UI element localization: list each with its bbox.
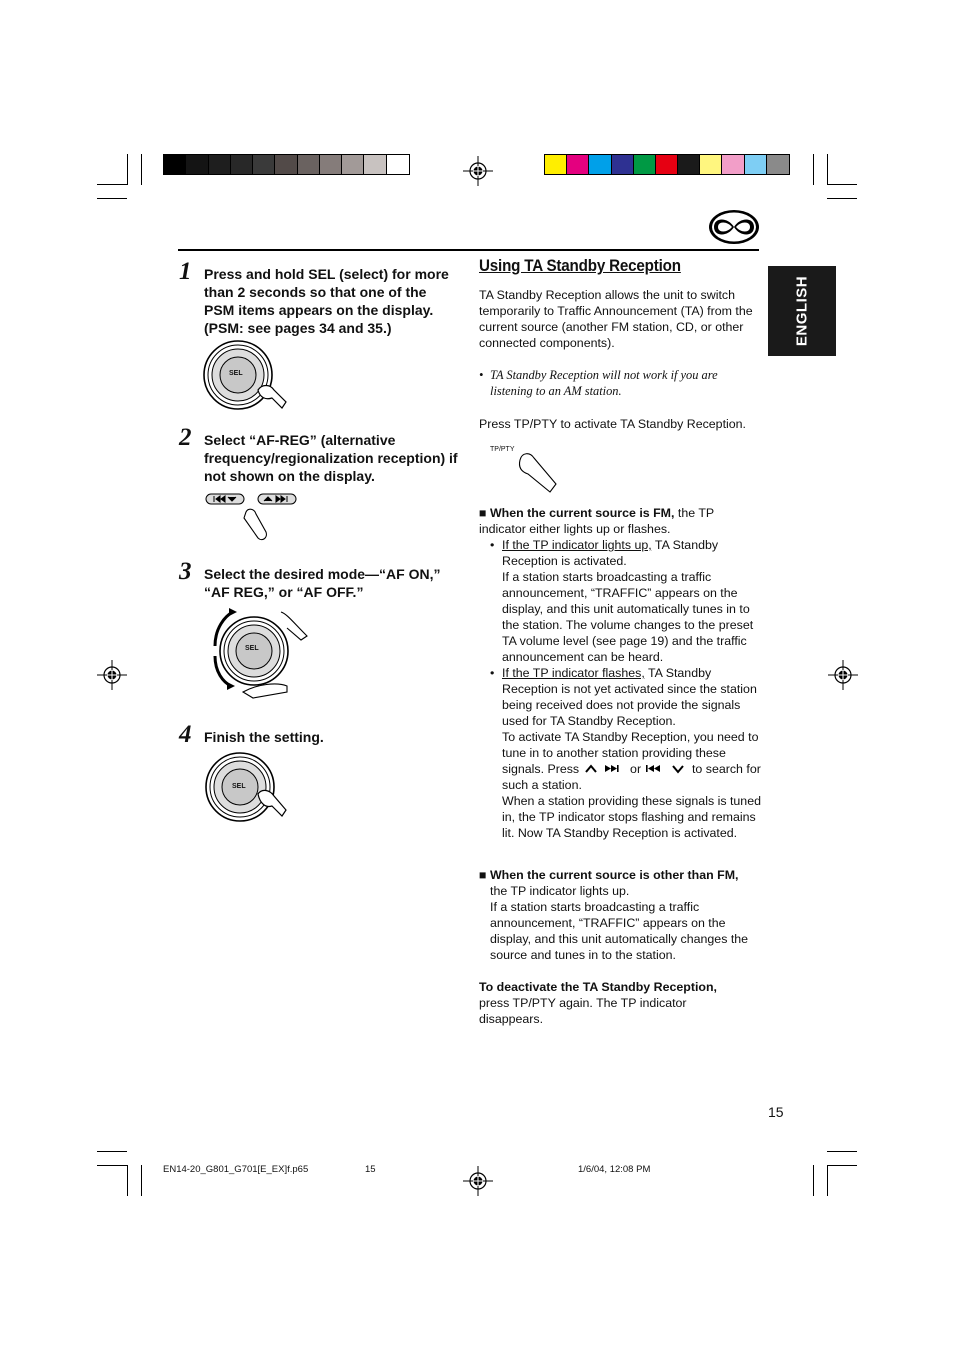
color-swatch	[700, 155, 722, 174]
flash-block: • If the TP indicator flashes, TA Standby Reception is not yet activated since the station being received does not provide the signals used for TA Standby Reception. To activate TA Standby Reception, you need to tune in to another station providing these signals. Press or to search for such a station. When a station providing these signals is tuned in, the TP indicator stops flashing and remains lit. Now TA Standby Reception is activated.	[490, 666, 761, 840]
other-rest: the TP indicator lights up.	[490, 884, 630, 898]
flash-rest: TA Standby Reception is not yet activated since the station being received does not provide the signals used for TA Standby Reception.	[502, 666, 757, 728]
step-1-text: Press and hold SEL (select) for more than 2 seconds so that one of the PSM items appears on the display. (PSM: see pages 34 and 35.)	[204, 266, 449, 336]
step-2-text: Select “AF-REG” (alternative frequency/regionalization reception) if not shown on the display.	[204, 432, 458, 484]
header-rule	[178, 249, 759, 251]
fm-source-block: ■ When the current source is FM, the TP indicator either lights up or flashes.	[479, 506, 714, 536]
tp-pty-label: TP/PTY	[490, 446, 515, 453]
color-swatch	[364, 155, 386, 174]
color-swatch	[342, 155, 364, 174]
deactivate-head: To deactivate the TA Standby Reception,	[479, 980, 717, 994]
deactivate-rest: press TP/PTY again. The TP indicator disappears.	[479, 996, 687, 1026]
color-swatch	[634, 155, 656, 174]
step-3-text: Select the desired mode—“AF ON,” “AF REG,” or “AF OFF.”	[204, 566, 441, 600]
registration-target-icon	[828, 660, 858, 690]
language-tab	[768, 266, 836, 356]
color-swatch	[745, 155, 767, 174]
other-head: When the current source is other than FM,	[489, 868, 739, 882]
lit-block: • If the TP indicator lights up, TA Standby Reception is activated. If a station starts broadcasting a traffic announcement, “TRAFFIC” appears on the display, and this unit automatically tunes in to the station. The volume changes to the preset TA volume level (see page 19) and the traffic announcement can be heard.	[490, 537, 762, 665]
color-swatch	[186, 155, 208, 174]
section-note: • TA Standby Reception will not work if you are listening to an AM station.	[479, 367, 749, 399]
rotate-knob-icon	[203, 606, 313, 706]
step-1-number: 1	[179, 258, 192, 285]
footer-page: 15	[365, 1164, 376, 1175]
lit-underlined: If the TP indicator lights up,	[502, 538, 652, 552]
color-swatch	[253, 155, 275, 174]
lit-detail: If a station starts broadcasting a traffic announcement, “TRAFFIC” appears on the display, and this unit automatically tunes in to the station. The volume changes to the preset TA volume level (see page 19) and the traffic announcement can be heard.	[502, 570, 754, 664]
color-swatch	[567, 155, 589, 174]
color-swatch	[387, 155, 409, 174]
flash-detail-b: to search for such a station.	[502, 762, 761, 792]
sel-knob-icon	[202, 338, 292, 416]
color-swatch	[209, 155, 231, 174]
rds-logo-icon	[708, 209, 760, 245]
footer-date: 1/6/04, 12:08 PM	[578, 1164, 651, 1175]
note-text: TA Standby Reception will not work if you are listening to an AM station.	[490, 368, 718, 398]
step-4-text: Finish the setting.	[204, 729, 324, 745]
sel-knob-icon	[202, 750, 292, 828]
color-swatch	[545, 155, 567, 174]
other-source-block: ■ When the current source is other than FM, the TP indicator lights up. If a station starts broadcasting a traffic announcement, “TRAFFIC” appears on the display, and this unit automatically changes the source and tunes in to the station.	[479, 867, 761, 963]
step-2-number: 2	[179, 424, 192, 451]
up-next-button-icon	[583, 763, 627, 774]
other-detail: If a station starts broadcasting a traffic announcement, “TRAFFIC” appears on the display, and this unit automatically changes the source and tunes in to the station.	[490, 900, 749, 962]
color-swatch	[767, 155, 789, 174]
flash-detail-c: When a station providing these signals is tuned in, the TP indicator stops flashing and remains lit. Now TA Standby Reception is activated.	[502, 794, 761, 840]
press-instruction: Press TP/PTY to activate TA Standby Reception.	[479, 417, 746, 431]
flash-underlined: If the TP indicator flashes,	[502, 666, 645, 680]
color-swatch	[722, 155, 744, 174]
process-color-bar	[544, 154, 790, 175]
flash-detail-or: or	[630, 762, 642, 776]
color-swatch	[231, 155, 253, 174]
color-swatch	[275, 155, 297, 174]
deactivate-block	[479, 979, 761, 1027]
seek-buttons-icon	[204, 492, 300, 544]
color-swatch	[164, 155, 186, 174]
section-title: Using TA Standby Reception	[479, 257, 681, 275]
gray-color-bar	[163, 154, 410, 175]
language-tab-label: ENGLISH	[793, 275, 811, 347]
prev-down-button-icon	[645, 763, 689, 774]
color-swatch	[612, 155, 634, 174]
sel-knob-label: SEL	[232, 783, 246, 790]
sel-knob-label: SEL	[229, 370, 243, 377]
registration-target-icon	[463, 156, 493, 186]
rotate-knob-label: SEL	[245, 645, 259, 652]
step-3-number: 3	[179, 558, 192, 585]
flash-detail-a: To activate TA Standby Reception, you need to tune in to another station providing these signals. Press	[502, 730, 759, 776]
ta-standby-section	[479, 258, 761, 274]
color-swatch	[678, 155, 700, 174]
registration-target-icon	[463, 1166, 493, 1196]
page-number: 15	[768, 1104, 784, 1120]
color-swatch	[589, 155, 611, 174]
footer-file: EN14-20_G801_G701[E_EX]f.p65	[163, 1164, 309, 1175]
fm-head: When the current source is FM,	[489, 506, 675, 520]
color-swatch	[320, 155, 342, 174]
step-4-number: 4	[179, 721, 192, 748]
color-swatch	[656, 155, 678, 174]
registration-target-icon	[97, 660, 127, 690]
section-intro: TA Standby Reception allows the unit to switch temporarily to Traffic Announcement (TA) from the current source (another FM station, CD, or other connected components).	[479, 288, 753, 350]
lit-rest: TA Standby Reception is activated.	[502, 538, 719, 568]
fm-head-rest: the TP indicator either lights up or flashes.	[479, 506, 714, 536]
color-swatch	[298, 155, 320, 174]
